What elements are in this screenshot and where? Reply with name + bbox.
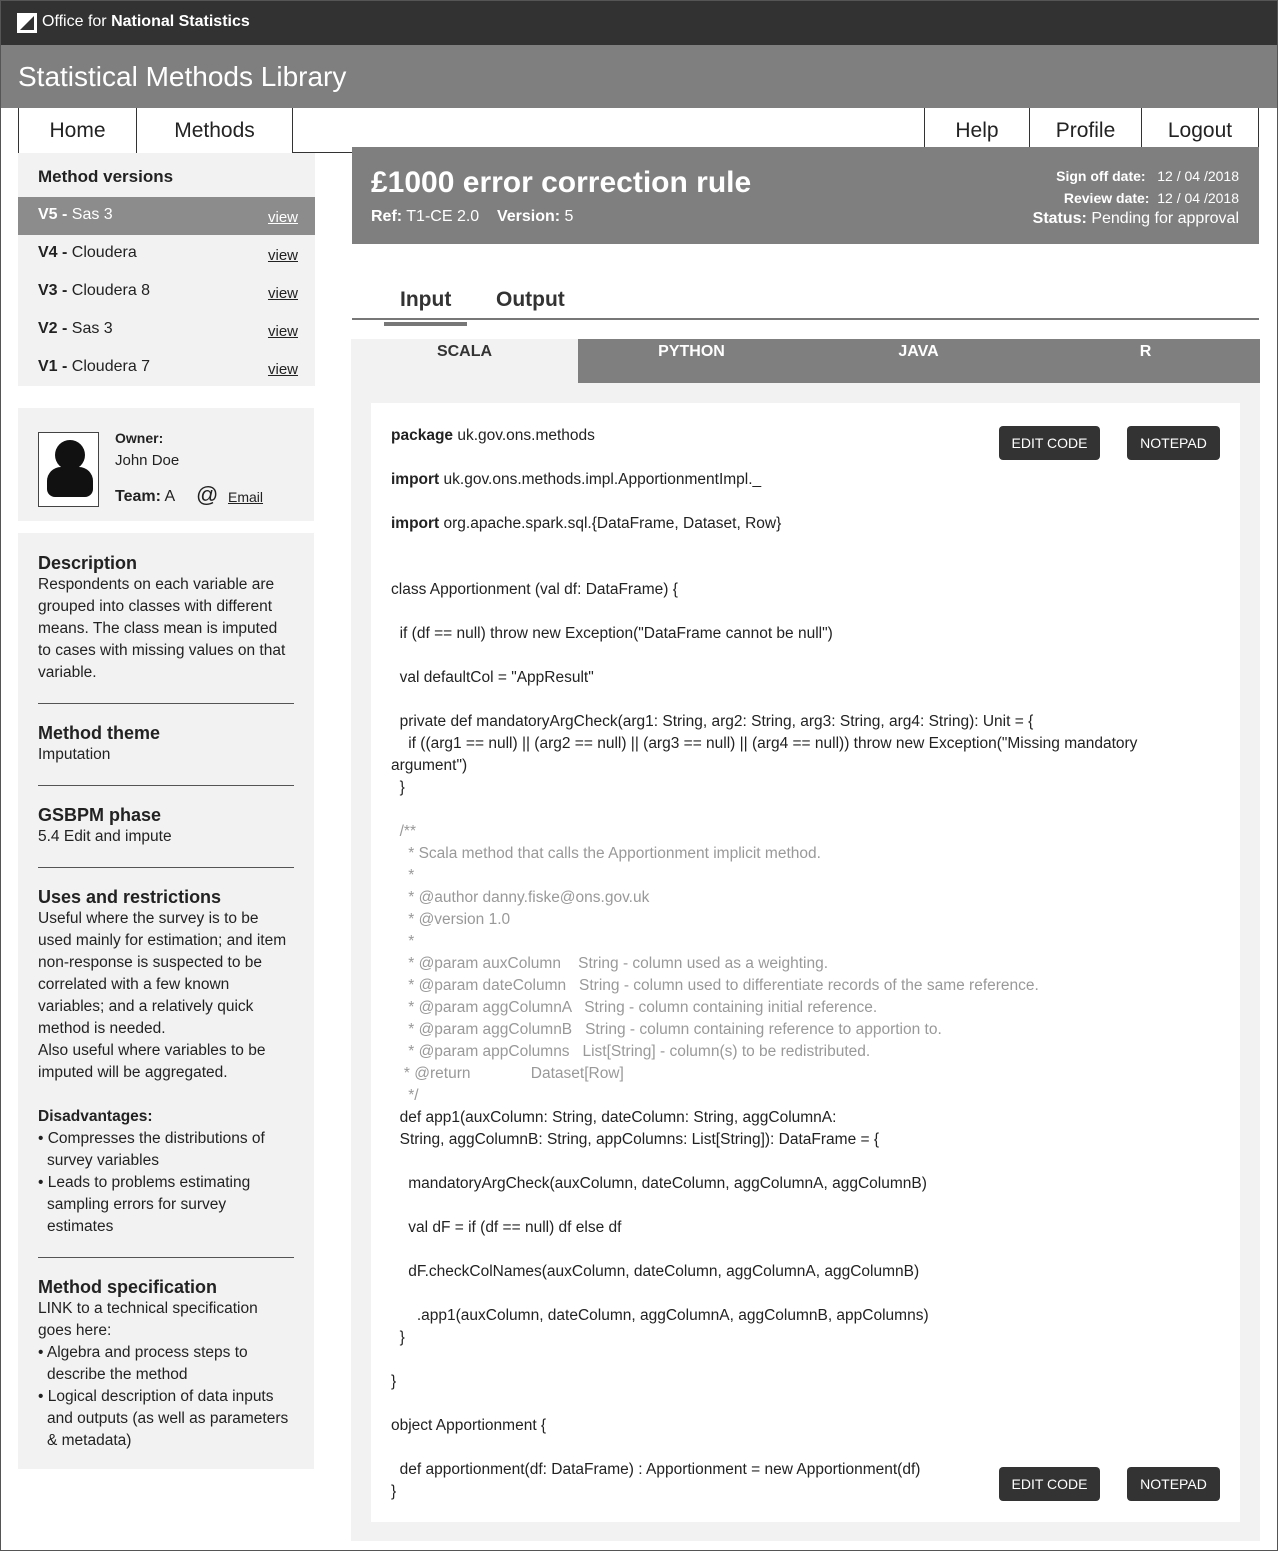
- tab-java[interactable]: JAVA: [898, 343, 939, 360]
- ons-logo-icon: [17, 13, 37, 33]
- status-badge: Status: Pending for approval: [1032, 210, 1239, 227]
- version-view-link[interactable]: view: [267, 361, 298, 378]
- tab-r[interactable]: R: [1139, 343, 1152, 360]
- version-id: V1 -: [38, 358, 68, 375]
- section-title: Description: [38, 553, 138, 573]
- nav-home[interactable]: Home: [18, 108, 137, 154]
- version-row[interactable]: [18, 197, 315, 235]
- tab-input[interactable]: Input: [400, 288, 452, 311]
- method-dates: [1056, 165, 1239, 209]
- language-tabs: [351, 339, 1260, 383]
- edit-code-button[interactable]: EDIT CODE: [999, 1467, 1100, 1501]
- version-id: V3 -: [38, 282, 68, 299]
- method-header: [352, 147, 1259, 244]
- owner-name: John Doe: [115, 452, 180, 469]
- code-comment: /** * Scala method that calls the Apportionment implicit method. * * @author danny.fiske@ons.gov.uk * @version 1.0 * * @param auxColumn String - column used as a weighting. * @param dateColumn String - column used to differentiate records of the same reference. * @param aggColumnA String - column containing initial reference. * @param aggColumnB String - column containing reference to apportion to. * @param appColumns List[String] - column(s) to be redistributed. * @return Dataset[Row] */: [399, 823, 1039, 1104]
- spec-section: [38, 1276, 294, 1471]
- io-tabs: [352, 283, 1259, 320]
- method-details-panel: [18, 533, 314, 1469]
- version-id: V2 -: [38, 320, 68, 337]
- gsbpm-text: 5.4 Edit and impute: [38, 828, 172, 845]
- versions-heading: Method versions: [38, 167, 174, 186]
- section-title: Method theme: [38, 723, 161, 743]
- uses-section: [38, 886, 294, 1258]
- list-item: • Algebra and process steps to describe the method: [38, 1344, 248, 1383]
- version-row[interactable]: [18, 349, 315, 387]
- gsbpm-section: [38, 804, 294, 868]
- avatar-icon: [38, 432, 99, 507]
- tab-python[interactable]: PYTHON: [658, 343, 725, 360]
- version-name: Sas 3: [67, 320, 113, 337]
- review-date: Review date: 12 / 04 /2018: [1063, 190, 1239, 206]
- version-view-link[interactable]: view: [267, 285, 298, 302]
- description-section: [38, 552, 294, 704]
- nav-logout[interactable]: Logout: [1141, 108, 1259, 154]
- version-id: V5 -: [38, 206, 68, 223]
- version-row[interactable]: [18, 273, 315, 311]
- section-title: Method specification: [38, 1277, 218, 1297]
- app-title-bar: [1, 45, 1277, 108]
- description-text: Respondents on each variable are grouped into classes with different means. The class mean is imputed to cases with missing values on that variable.: [38, 576, 286, 681]
- method-ref: Ref: T1-CE 2.0 Version: 5: [371, 208, 574, 225]
- section-title: Uses and restrictions: [38, 887, 222, 907]
- uses-text: Useful where the survey is to be used mainly for estimation; and item non-response is suspected to be correlated with a few known variables; and a relatively quick method is needed.: [38, 910, 287, 1037]
- list-item: • Logical description of data inputs and outputs (as well as parameters & metadata): [38, 1388, 289, 1449]
- email-icon[interactable]: @: [196, 482, 219, 507]
- version-name: Sas 3: [67, 206, 113, 223]
- team-info: Team: A: [115, 488, 176, 505]
- version-id: V4 -: [38, 244, 68, 261]
- version-row[interactable]: [18, 235, 315, 273]
- code-box: [371, 403, 1240, 1522]
- list-item: • Compresses the distributions of survey variables: [38, 1130, 265, 1169]
- brand-name[interactable]: Office for National Statistics: [42, 13, 250, 30]
- theme-section: [38, 722, 294, 786]
- nav-profile[interactable]: Profile: [1029, 108, 1142, 154]
- app-title: Statistical Methods Library: [18, 61, 347, 92]
- edit-code-button[interactable]: EDIT CODE: [999, 426, 1100, 460]
- theme-text: Imputation: [38, 746, 111, 763]
- method-versions-panel: [18, 153, 315, 386]
- code-block: package uk.gov.ons.methods import uk.gov.ons.methods.impl.ApportionmentImpl._ import org.apache.spark.sql.{DataFrame, Dataset, Row} class Apportionment (val df: DataFrame) { if (df == null) throw new Exception("DataFrame cannot be null") val defaultCol = "AppResult" private def mandatoryArgCheck(arg1: String, arg2: String, arg3: String, arg4: String): Unit = { if ((arg1 == null) || (arg2 == null) || (arg3 == null) || (arg4 == null)) throw new Exception("Missing mandatory argument") } /** * Scala method that calls the Apportionment implicit method. * * @author danny.fiske@ons.gov.uk * @version 1.0 * * @param auxColumn String - column used as a weighting. * @param dateColumn String - column used to differentiate records of the same reference. * @param aggColumnA String - column containing initial reference. * @param aggColumnB String - column containing reference to apportion to. * @param appColumns List[String] - column(s) to be redistributed. * @return Dataset[Row] */ def app1(auxColumn: String, dateColumn: String, aggColumnA: String, aggColumnB: String, appColumns: List[String]): DataFrame = { mandatoryArgCheck(auxColumn, dateColumn, aggColumnA, aggColumnB) val dF = if (df == null) df else df dF.checkColNames(auxColumn, dateColumn, aggColumnA, aggColumnB) .app1(auxColumn, dateColumn, aggColumnA, aggColumnB, appColumns) } } object Apportionment { def apportionment(df: DataFrame) : Apportionment = new Apportionment(df) }: [391, 427, 1138, 1500]
- disadvantages-title: Disadvantages:: [38, 1108, 153, 1125]
- method-title: £1000 error correction rule: [371, 166, 752, 199]
- uses-text: Also useful where variables to be imputed will be aggregated.: [38, 1042, 266, 1081]
- nav-help[interactable]: Help: [924, 108, 1030, 154]
- nav-methods[interactable]: Methods: [136, 108, 293, 154]
- spec-link-text[interactable]: LINK to a technical specification goes here:: [38, 1300, 258, 1339]
- version-name: Cloudera 8: [67, 282, 151, 299]
- signoff-date: Sign off date: 12 / 04 /2018: [1056, 168, 1239, 184]
- owner-label: Owner:: [115, 430, 164, 446]
- notepad-button[interactable]: NOTEPAD: [1127, 426, 1220, 460]
- notepad-button[interactable]: NOTEPAD: [1127, 1467, 1220, 1501]
- ons-top-bar: [1, 1, 1277, 45]
- tab-scala[interactable]: SCALA: [351, 339, 578, 383]
- version-row[interactable]: [18, 311, 315, 349]
- version-view-link[interactable]: view: [267, 247, 298, 264]
- tab-output[interactable]: Output: [496, 288, 565, 311]
- section-title: GSBPM phase: [38, 805, 162, 825]
- code-panel: [351, 383, 1260, 1541]
- version-view-link[interactable]: view: [267, 209, 298, 226]
- version-name: Cloudera 7: [67, 358, 151, 375]
- owner-panel: [18, 408, 314, 521]
- list-item: • Leads to problems estimating sampling errors for survey estimates: [38, 1174, 251, 1235]
- version-name: Cloudera: [67, 244, 137, 261]
- version-view-link[interactable]: view: [267, 323, 298, 340]
- email-link[interactable]: Email: [228, 489, 264, 505]
